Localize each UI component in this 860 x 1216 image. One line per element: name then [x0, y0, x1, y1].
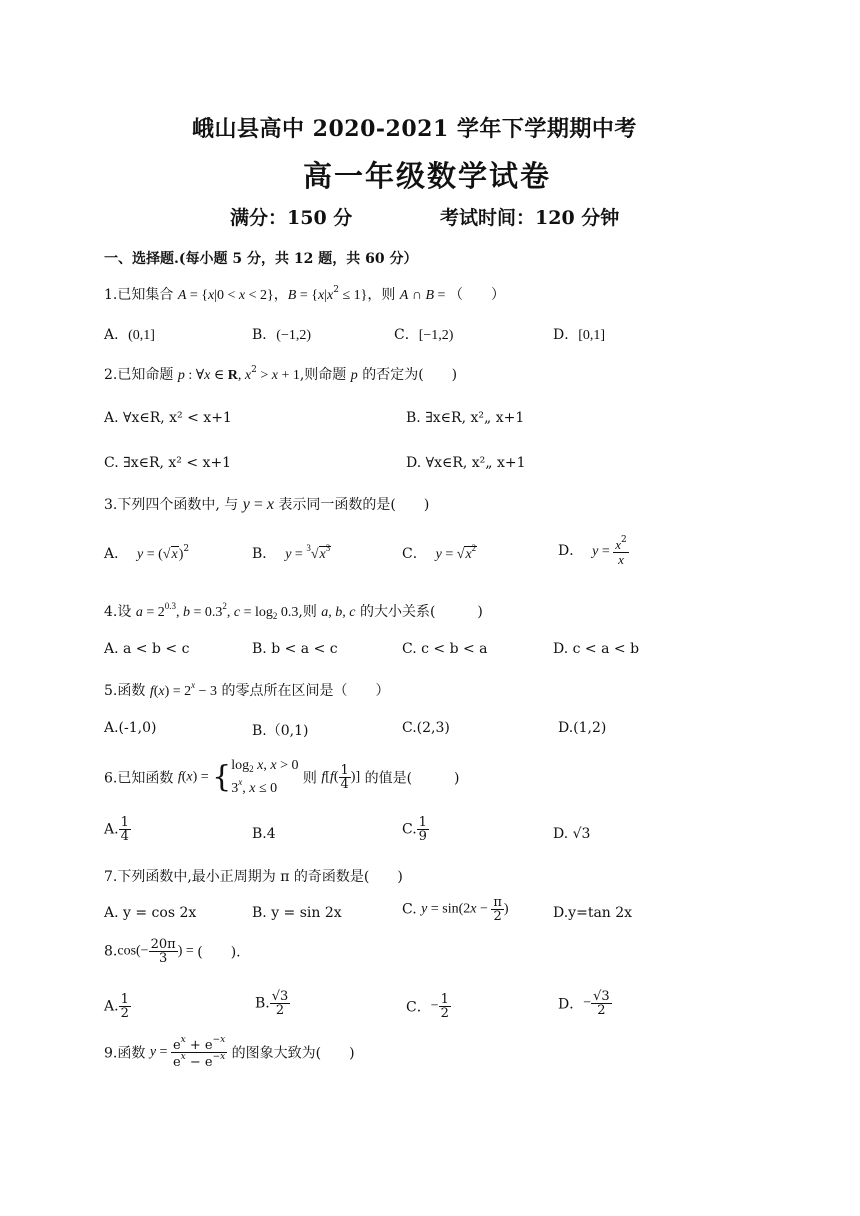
question-2: 2.已知命题 p : ∀x ∈ R, $x^2 > x + 1$,则命题 p 的否定为( )	[104, 365, 458, 383]
q1-set-a: A	[177, 288, 187, 303]
q3-option-d: D． y = $\frac{x^2}{x}$	[558, 535, 627, 567]
question-5: 5.函数 $f(x) = 2^x - 3$ 的零点所在区间是（ ）	[104, 680, 390, 699]
q8-option-c: C．− $\frac{1}{2}$	[406, 992, 449, 1021]
q1-option-a: A．(0,1]	[104, 327, 155, 343]
q8-option-a: A. $\frac{1}{2}$	[104, 992, 129, 1021]
question-1: 1.已知集合 A = {x|0 < x < 2}，$B = \{x|x^2 \le 1\}$，则 A ∩ B = （ ）	[104, 285, 505, 303]
q1-stem-c: （ ）	[448, 287, 505, 303]
q2-option-c: C. ∃x∈R, x² < x+1	[104, 455, 232, 471]
q3-option-b: B． $y = ^3√x^3$	[252, 543, 331, 562]
q1-option-b: B．(−1,2)	[252, 327, 312, 343]
q1-option-c: C．[−1,2)	[394, 327, 454, 343]
q4-option-c: C. c < b < a	[402, 641, 488, 657]
section-heading: 一、选择题.(每小题 5 分，共 12 题，共 60 分）	[104, 251, 418, 267]
q2-option-b: B. ∃x∈R, x²„ x+1	[406, 410, 525, 426]
exam-subtitle: 高一年级数学试卷	[303, 159, 552, 193]
q3-option-a: A． $y = (√x)^2$	[104, 544, 190, 562]
q4-option-a: A. a < b < c	[104, 641, 190, 657]
q3-option-c: C． $y = √x^2$	[402, 543, 477, 562]
exam-time: 考试时间：120 分钟	[440, 207, 620, 229]
q6-option-d: D. √3	[553, 826, 591, 842]
question-3: 3.下列四个函数中, 与 y = x 表示同一函数的是( )	[104, 496, 430, 513]
q2-option-d: D. ∀x∈R, x²„ x+1	[406, 455, 526, 471]
q5-option-d: D.(1,2)	[558, 720, 607, 736]
question-7: 7.下列函数中,最小正周期为 π 的奇函数是( )	[104, 869, 403, 885]
question-9: 9.函数 y = $\frac{e^x + e^{-x}}{e^x - e^{-x}}$ 的图象大致为( )	[104, 1035, 355, 1070]
q1-stem-b: ，则	[367, 287, 400, 303]
q7-option-c: C. y = sin(2x − $\frac{\pi}{2}$ )	[402, 895, 509, 924]
q2-option-a: A. ∀x∈R, x² < x+1	[104, 410, 232, 426]
exam-title: 峨山县高中 2020-2021 学年下学期期中考	[192, 116, 637, 142]
q1-option-d: D．[0,1]	[553, 327, 606, 343]
q5-option-c: C.(2,3)	[402, 720, 450, 736]
q8-option-b: B. $\frac{√3}{2}$	[255, 989, 289, 1018]
q7-option-d: D.y=tan 2x	[553, 905, 633, 921]
q6-option-a: A. $\frac{1}{4}$	[104, 815, 129, 844]
q5-option-a: A.(-1,0)	[104, 720, 157, 736]
q8-option-d: D．− $\frac{√3}{2}$	[558, 989, 610, 1018]
q1-stem-a: 1.已知集合	[104, 287, 178, 303]
q4-option-b: B. b < a < c	[252, 641, 338, 657]
q4-option-d: D. c < a < b	[553, 641, 640, 657]
q6-option-b: B.4	[252, 826, 276, 842]
q7-option-b: B. y = sin 2x	[252, 905, 342, 921]
q7-option-a: A. y = cos 2x	[104, 905, 197, 921]
q5-option-b: B.（0,1)	[252, 723, 309, 739]
question-6: 6.已知函数 $f(x) = \{\log_2$ x, x > 0 3$^x$, x ≤ 0 则 f[f( $\frac{1}{4}$ )] 的值是( )	[104, 758, 460, 796]
q6-option-c: C. $\frac{1}{9}$	[402, 815, 427, 844]
question-8: 8.cos(− $\frac{20\pi}{3}$ ) = ( ).	[104, 937, 241, 966]
full-score: 满分：150 分	[230, 207, 353, 229]
question-4: 4.设 $a = 2^{0.3}$, $b = 0.3^2$, $c = \log_2 0.3$,则 a, b, c 的大小关系( )	[104, 601, 483, 621]
